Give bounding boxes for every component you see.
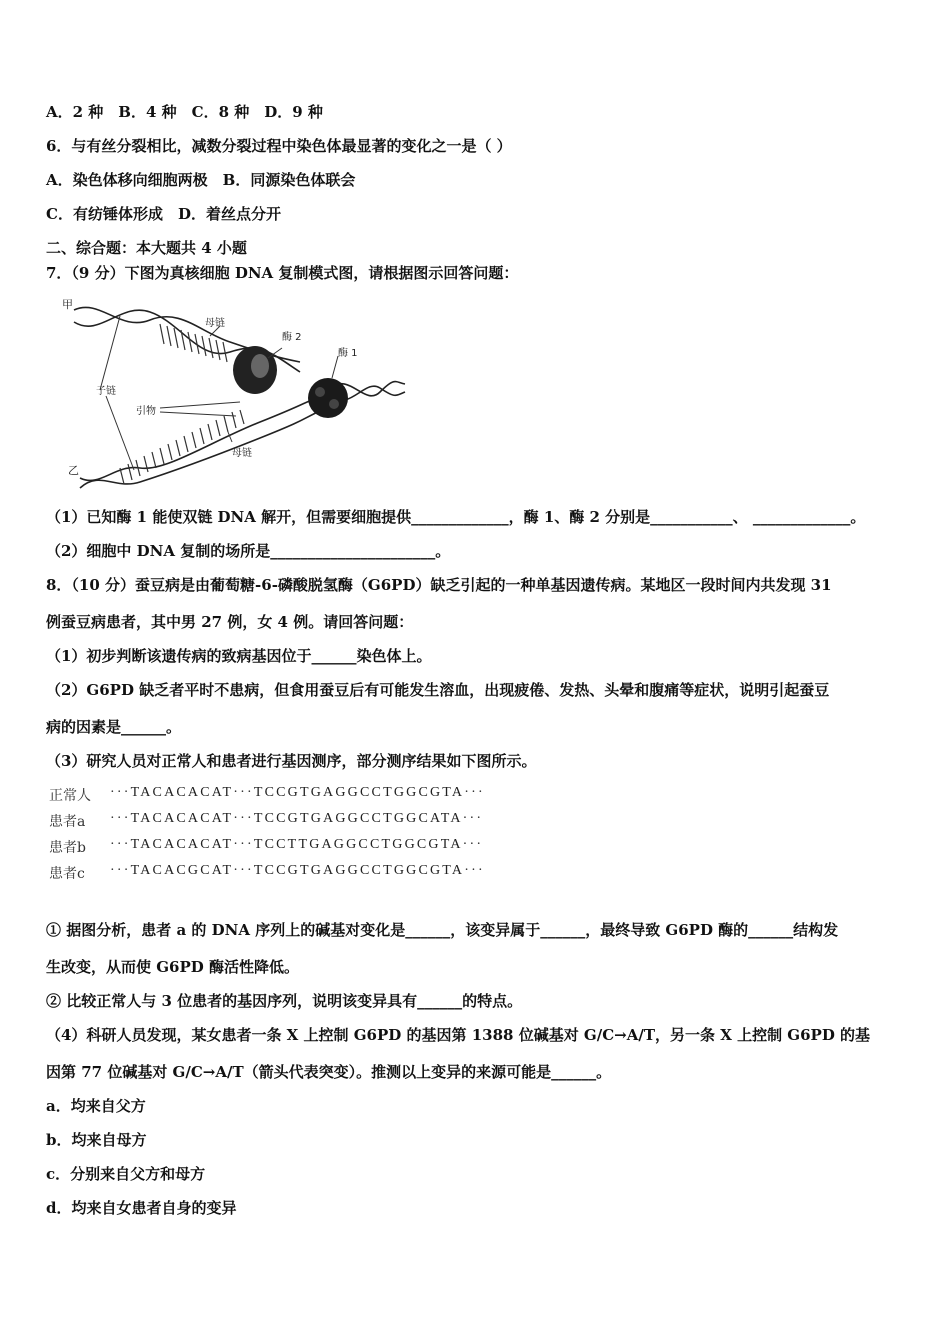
leader-lines bbox=[100, 316, 338, 470]
q7-stem: 7．（9 分）下图为真核细胞 DNA 复制模式图，请根据图示回答问题： bbox=[46, 264, 519, 282]
q8-option-d: d．均来自女患者自身的变异 bbox=[46, 1199, 237, 1217]
q6-options-cd: C．有纺锤体形成 D．着丝点分开 bbox=[46, 205, 281, 223]
q5-options: A．2 种 B．4 种 C．8 种 D．9 种 bbox=[46, 103, 323, 121]
label-mei2: 酶 2 bbox=[282, 332, 302, 343]
q8-option-a: a．均来自父方 bbox=[46, 1097, 146, 1115]
q8-option-b: b．均来自母方 bbox=[46, 1131, 147, 1149]
enzyme-2-blob bbox=[233, 346, 277, 394]
q8-sub2-line2: 病的因素是______。 bbox=[46, 718, 182, 736]
sequence-label-0: 正常人 bbox=[49, 788, 91, 804]
q8-circ1-line2: 生改变，从而使 G6PD 酶活性降低。 bbox=[46, 958, 299, 976]
q7-sub1: （1）已知酶 1 能使双链 DNA 解开，但需要细胞提供_____________，酶 1、酶 2 分别是___________、 _____________。 bbox=[46, 508, 866, 526]
sequence-label-2: 患者b bbox=[49, 840, 86, 856]
q8-stem-line1: 8．（10 分）蚕豆病是由葡萄糖-6-磷酸脱氢酶（G6PD）缺乏引起的一种单基因遗传病。某地区一段时间内共发现 31 bbox=[46, 576, 832, 594]
sequence-text-0: ···TACACACAT···TCCGTGAGGCCTGGCGTA··· bbox=[110, 785, 485, 800]
dna-replication-figure bbox=[60, 292, 410, 490]
sequence-text-1: ···TACACACAT···TCCGTGAGGCCTGGCATA··· bbox=[110, 811, 484, 826]
label-jia: 甲 bbox=[62, 298, 73, 311]
sequence-label-1: 患者a bbox=[49, 814, 86, 830]
q8-sub4-line1: （4）科研人员发现，某女患者一条 X 上控制 G6PD 的基因第 1388 位碱基对 G/C→A/T，另一条 X 上控制 G6PD 的基 bbox=[46, 1026, 871, 1044]
q8-option-c: c．分别来自父方和母方 bbox=[46, 1165, 206, 1183]
label-mei1: 酶 1 bbox=[338, 348, 358, 359]
lower-helix bbox=[80, 396, 322, 488]
sequence-label-3: 患者c bbox=[49, 866, 85, 882]
q8-sub3: （3）研究人员对正常人和患者进行基因测序，部分测序结果如下图所示。 bbox=[46, 752, 537, 770]
q7-sub2: （2）细胞中 DNA 复制的场所是______________________。 bbox=[46, 542, 451, 560]
label-mulian-top: 母链 bbox=[205, 318, 225, 329]
sequence-text-3: ···TACACGCAT···TCCGTGAGGCCTGGCGTA··· bbox=[110, 863, 485, 878]
label-mulian-bottom: 母链 bbox=[232, 448, 252, 459]
lower-helix-rungs bbox=[120, 410, 244, 484]
q8-circ1-line1: ① 据图分析，患者 a 的 DNA 序列上的碱基对变化是______，该变异属于______，最终导致 G6PD 酶的______结构发 bbox=[46, 921, 839, 939]
label-yi: 乙 bbox=[68, 464, 79, 477]
section2-title: 二、综合题：本大题共 4 小题 bbox=[46, 239, 247, 257]
q8-sub4-line2: 因第 77 位碱基对 G/C→A/T（箭头代表突变）。推测以上变异的来源可能是______。 bbox=[46, 1063, 612, 1081]
enzyme-1-blob bbox=[308, 378, 348, 418]
q8-circ2: ② 比较正常人与 3 位患者的基因序列，说明该变异具有______的特点。 bbox=[46, 992, 523, 1010]
label-yinwu: 引物 bbox=[136, 406, 156, 417]
q8-stem-line2: 例蚕豆病患者，其中男 27 例，女 4 例。请回答问题： bbox=[46, 613, 414, 631]
sequence-text-2: ···TACACACAT···TCCTTGAGGCCTGGCGTA··· bbox=[110, 837, 484, 852]
q8-sub2-line1: （2）G6PD 缺乏者平时不患病，但食用蚕豆后有可能发生溶血，出现疲倦、发热、头晕和腹痛等症状，说明引起蚕豆 bbox=[46, 681, 830, 699]
q8-sub1: （1）初步判断该遗传病的致病基因位于______染色体上。 bbox=[46, 647, 432, 665]
label-zilian: 子链 bbox=[96, 386, 116, 397]
q6-options-ab: A．染色体移向细胞两极 B．同源染色体联会 bbox=[46, 171, 356, 189]
q6-stem: 6．与有丝分裂相比，减数分裂过程中染色体最显著的变化之一是（ ） bbox=[46, 137, 512, 155]
